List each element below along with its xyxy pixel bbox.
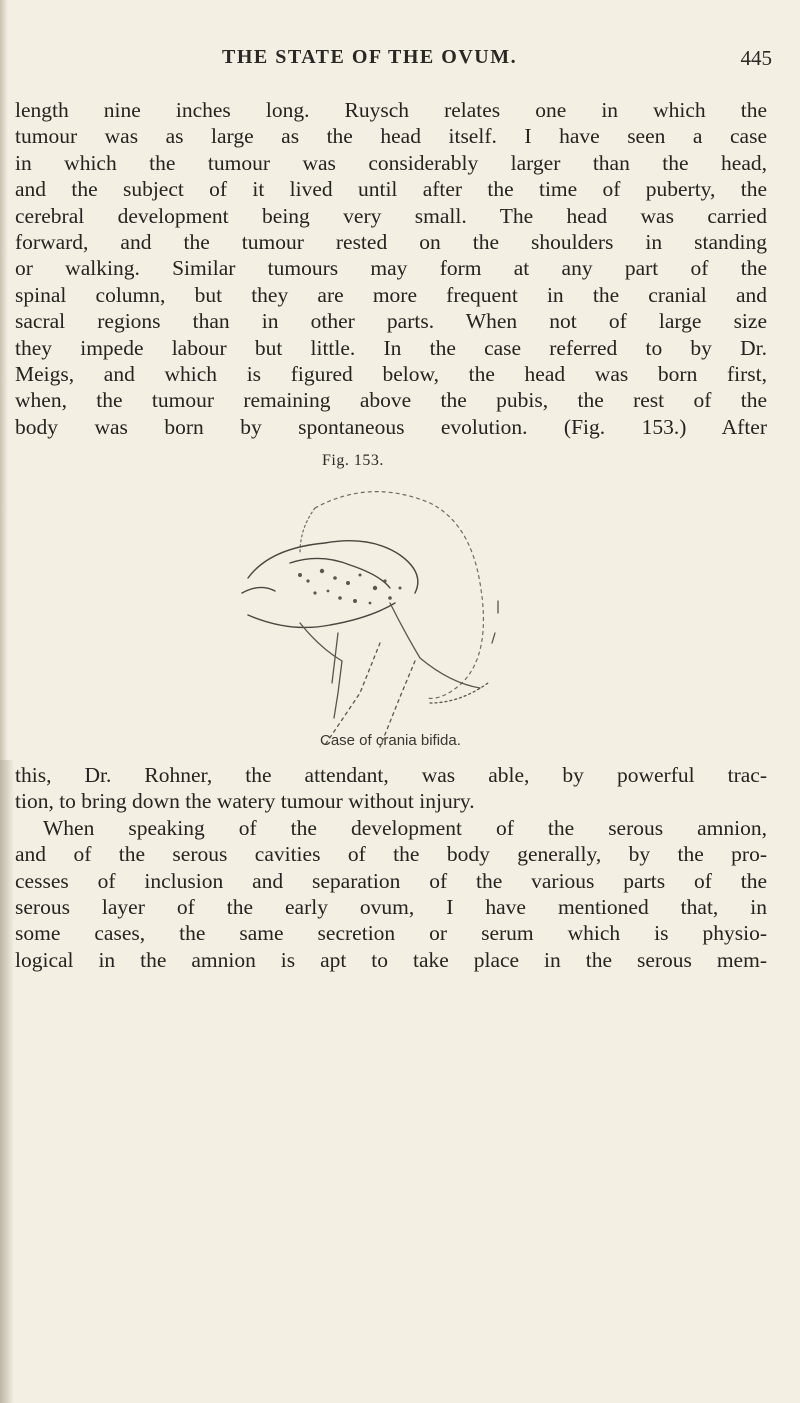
text-line: Meigs, and which is figured below, the head was born first, [15,362,767,387]
text-line: and the subject of it lived until after the time of puberty, the [15,177,767,202]
text-line: or walking. Similar tumours may form at any part of the [15,256,767,281]
text-line: in which the tumour was considerably larger than the head, [15,150,767,175]
text-line: logical in the amnion is apt to take place in the serous mem- [15,947,767,972]
figure-caption: Case of crania bifida. [320,732,461,749]
lower-gutter-shadow [0,760,14,1403]
text-line: they impede labour but little. In the case referred to by Dr. [15,335,767,360]
neck-and-limbs [300,601,498,747]
text-line: cesses of inclusion and separation of the various parts of the [15,868,767,893]
tumour-outline [300,492,483,699]
text-line: tion, to bring down the watery tumour without injury. [15,789,475,814]
text-line: tumour was as large as the head itself. I have seen a case [15,124,767,149]
paragraph-2 [15,762,767,973]
text-line: when, the tumour remaining above the pubis, the rest of the [15,388,767,413]
running-title: THE STATE OF THE OVUM. [222,46,518,68]
head-hatching [298,569,402,605]
text-line: length nine inches long. Ruysch relates one in which the [15,98,767,122]
text-line: sacral regions than in other parts. When not of large size [15,309,767,334]
figure-illustration [230,483,550,755]
page-number: 445 [740,46,772,70]
head-outline [242,541,418,628]
text-line: some cases, the same secretion or serum which is physio- [15,921,767,946]
paragraph-1 [15,97,767,440]
text-line: body was born by spontaneous evolution. (Fig. 153.) After [15,414,767,439]
text-line: When speaking of the development of the serous amnion, [43,815,767,840]
text-line: serous layer of the early ovum, I have mentioned that, in [15,895,767,920]
text-line: cerebral development being very small. The head was carried [15,203,767,228]
text-line: forward, and the tumour rested on the shoulders in standing [15,230,767,255]
running-head [222,46,772,76]
text-line: this, Dr. Rohner, the attendant, was able, by powerful trac- [15,763,767,787]
text-line: spinal column, but they are more frequent in the cranial and [15,282,767,307]
text-line: and of the serous cavities of the body generally, by the pro- [15,842,767,867]
figure-label: Fig. 153. [322,452,384,469]
